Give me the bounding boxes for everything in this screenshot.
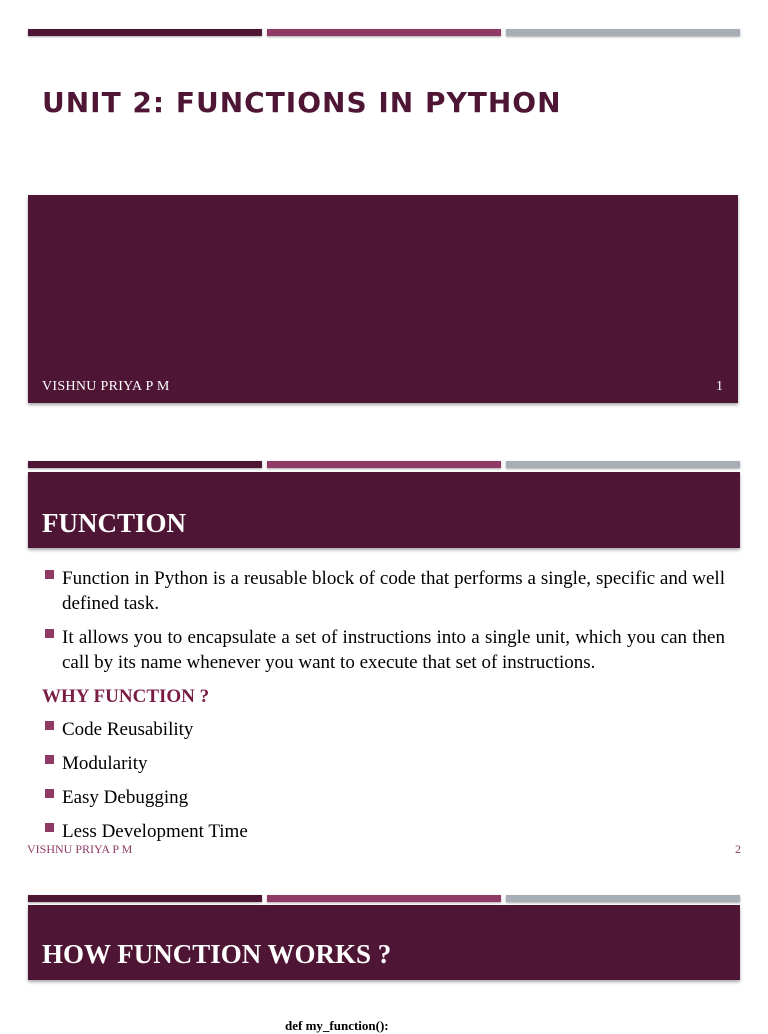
square-bullet-icon	[45, 629, 54, 638]
title-band	[28, 195, 738, 403]
page-number: 1	[716, 379, 723, 394]
reason-item	[42, 785, 725, 810]
stripe-grey	[506, 895, 740, 902]
slide-heading: HOW FUNCTION WORKS ?	[42, 939, 392, 969]
reason-text: Modularity	[62, 753, 148, 774]
stripe-dark	[28, 29, 262, 36]
reason-text: Less Development Time	[62, 821, 248, 842]
bullet-text: Function in Python is a reusable block of code that performs a single, specific and well defined task.	[62, 568, 725, 614]
slide-heading: FUNCTION	[42, 508, 187, 538]
title-slide	[0, 0, 768, 430]
square-bullet-icon	[45, 789, 54, 798]
reason-text: Code Reusability	[62, 719, 194, 740]
square-bullet-icon	[45, 755, 54, 764]
function-slide	[0, 430, 768, 868]
page-number: 2	[735, 842, 741, 856]
bullet-text: It allows you to encapsulate a set of instructions into a single unit, which you can then call by its name whenever you want to execute that set of instructions.	[62, 627, 725, 673]
square-bullet-icon	[45, 823, 54, 832]
slide-title: UNIT 2: FUNCTIONS IN PYTHON	[42, 86, 562, 119]
stripe-mid	[267, 29, 501, 36]
slide-header	[28, 472, 740, 548]
stripe-mid	[267, 461, 501, 468]
reason-text: Easy Debugging	[62, 787, 189, 808]
bullet-item	[42, 566, 725, 616]
stripe-grey	[506, 461, 740, 468]
reason-item	[42, 819, 725, 844]
why-function-subheading: WHY FUNCTION ?	[42, 686, 210, 707]
square-bullet-icon	[45, 721, 54, 730]
reason-item	[42, 751, 725, 776]
stripe-dark	[28, 895, 262, 902]
decorative-stripes	[28, 895, 740, 902]
stripe-dark	[28, 461, 262, 468]
stripe-grey	[506, 29, 740, 36]
decorative-stripes	[28, 29, 740, 36]
how-function-works-slide	[0, 868, 768, 1033]
slide-header	[28, 905, 740, 980]
square-bullet-icon	[45, 570, 54, 579]
bullet-item	[42, 625, 725, 675]
author-name: VISHNU PRIYA P M	[42, 379, 170, 394]
reason-item	[42, 717, 725, 742]
stripe-mid	[267, 895, 501, 902]
slide-content	[42, 566, 725, 853]
decorative-stripes	[28, 461, 740, 468]
footer-author: VISHNU PRIYA P M	[27, 842, 133, 856]
code-snippet: def my_function():	[285, 1018, 389, 1033]
